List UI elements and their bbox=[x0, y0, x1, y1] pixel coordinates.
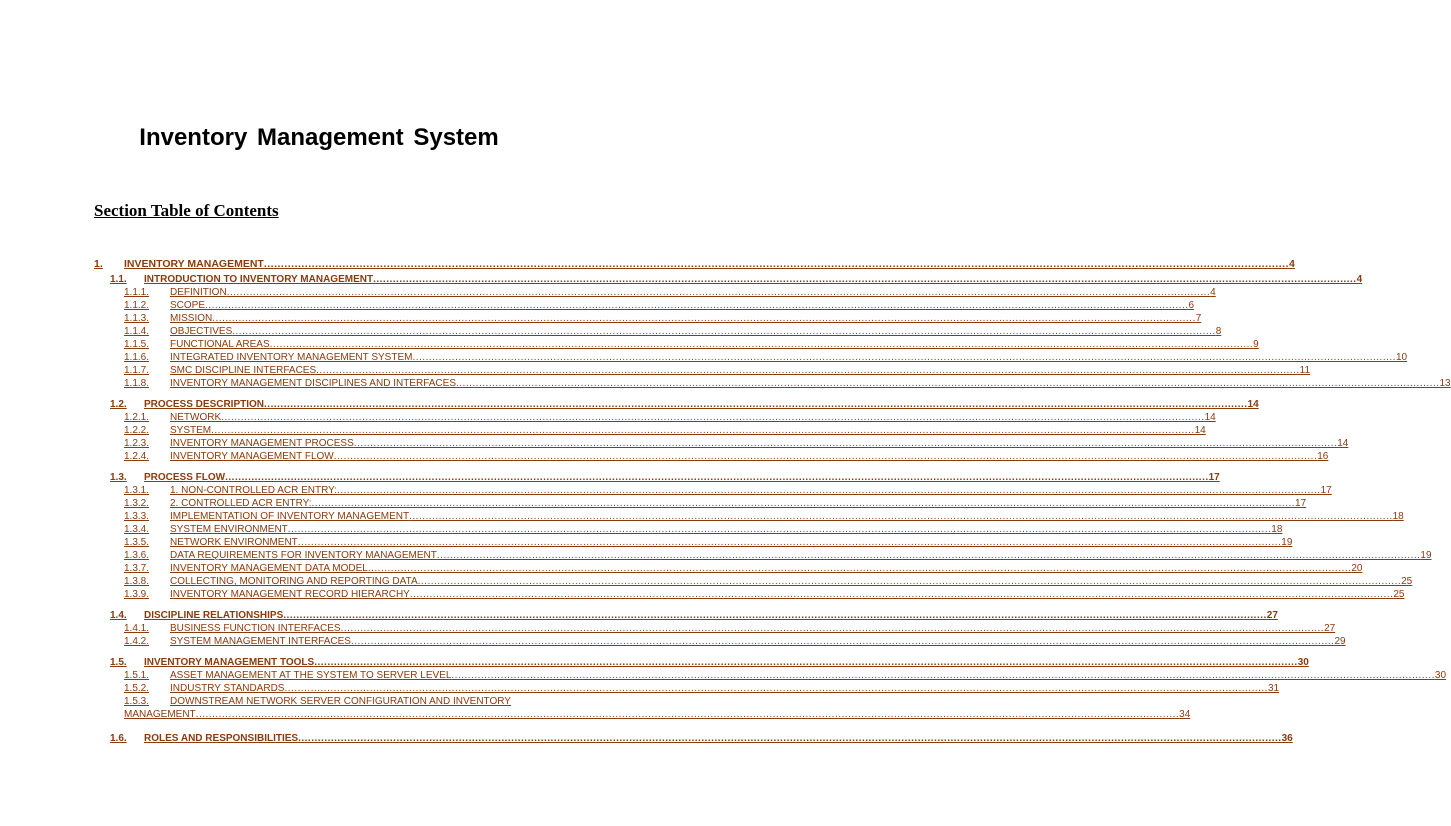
toc-entry-title[interactable]: 1. NON-CONTROLLED ACR ENTRY: bbox=[170, 485, 338, 496]
toc-entry-page[interactable]: 14 bbox=[1194, 425, 1206, 436]
toc-entry-number: 1.3.1. bbox=[124, 485, 150, 496]
toc-leader-dots: ............................................................................................................................................................................................................................................................................................................ bbox=[367, 563, 1352, 574]
toc-entry-page[interactable]: 14 bbox=[1337, 438, 1349, 449]
toc-entry[interactable] bbox=[110, 471, 1220, 484]
toc-entry-page[interactable]: 17 bbox=[1320, 485, 1332, 496]
toc-entry-number: 1.4.2. bbox=[124, 636, 150, 647]
toc-leader-dots: ............................................................................................................................................................................................................................................................................................................ bbox=[221, 412, 1205, 423]
toc-entry-page[interactable]: 4 bbox=[1210, 287, 1216, 298]
toc-entry[interactable] bbox=[124, 377, 1451, 390]
toc-entry[interactable] bbox=[124, 669, 1447, 682]
toc-entry-title[interactable]: ASSET MANAGEMENT AT THE SYSTEM TO SERVER LEVEL bbox=[170, 670, 452, 681]
toc-entry-number: 1.3.4. bbox=[124, 524, 150, 535]
toc-entry-number: 1.3. bbox=[110, 472, 127, 483]
toc-entry-title[interactable]: INVENTORY MANAGEMENT PROCESS bbox=[170, 438, 354, 449]
toc-entry-page[interactable]: 30 bbox=[1297, 657, 1309, 668]
toc-entry-number: 1.5.2. bbox=[124, 683, 150, 694]
toc-leader-dots: ............................................................................................................................................................................................................................................................................................................ bbox=[409, 589, 1394, 600]
toc-entry-number: 1.4.1. bbox=[124, 623, 150, 634]
toc-entry-number: 1.3.6. bbox=[124, 550, 150, 561]
toc-entry[interactable] bbox=[124, 510, 1404, 523]
toc-leader-dots: ............................................................................................................................................................................................................................................................................................................ bbox=[456, 378, 1440, 389]
toc-entry-title[interactable]: PROCESS FLOW bbox=[144, 472, 226, 483]
toc-entry-number: 1.3.7. bbox=[124, 563, 150, 574]
toc-entry-title[interactable]: DISCIPLINE RELATIONSHIPS bbox=[144, 610, 284, 621]
toc-leader-dots: ............................................................................................................................................................................................................................................................................................................ bbox=[205, 300, 1189, 311]
toc-entry-title[interactable]: INTEGRATED INVENTORY MANAGEMENT SYSTEM bbox=[170, 352, 413, 363]
toc-entry-number: 1.1.2. bbox=[124, 300, 150, 311]
toc-entry[interactable] bbox=[124, 484, 1332, 497]
toc-leader-dots: ............................................................................................................................................................................................................................................................................................................ bbox=[297, 537, 1282, 548]
toc-entry-number: 1.6. bbox=[110, 733, 127, 744]
toc-entry-title[interactable]: INDUSTRY STANDARDS bbox=[170, 683, 285, 694]
toc-entry-number: 1.1.3. bbox=[124, 313, 150, 324]
toc-entry-title[interactable]: INVENTORY MANAGEMENT DATA MODEL bbox=[170, 563, 368, 574]
toc-entry-title[interactable]: INVENTORY MANAGEMENT TOOLS bbox=[144, 657, 315, 668]
toc-entry-title[interactable]: SCOPE bbox=[170, 300, 206, 311]
toc-leader-dots: ............................................................................................................................................................................................................................................................................................................ bbox=[226, 287, 1211, 298]
toc-entry-page[interactable]: 20 bbox=[1351, 563, 1363, 574]
toc-entry-title[interactable]: INVENTORY MANAGEMENT RECORD HIERARCHY bbox=[170, 589, 410, 600]
toc-leader-dots: ............................................................................................................................................................................................................................................................................................................ bbox=[195, 709, 1180, 720]
toc-entry[interactable] bbox=[94, 258, 1295, 271]
toc-leader-dots: ............................................................................................................................................................................................................................................................................................................ bbox=[269, 339, 1254, 350]
toc-entry-title[interactable]: IMPLEMENTATION OF INVENTORY MANAGEMENT bbox=[170, 511, 410, 522]
toc-entry-page[interactable]: 9 bbox=[1253, 339, 1259, 350]
toc-leader-dots: ............................................................................................................................................................................................................................................................................................................ bbox=[436, 550, 1421, 561]
toc-entry-number: 1.2.2. bbox=[124, 425, 150, 436]
toc-leader-dots: ............................................................................................................................................................................................................................................................................................................ bbox=[337, 485, 1321, 496]
toc-entry-page[interactable]: 27 bbox=[1266, 610, 1278, 621]
toc-entry-title[interactable]: BUSINESS FUNCTION INTERFACES bbox=[170, 623, 341, 634]
toc-entry-number: 1.1.4. bbox=[124, 326, 150, 337]
toc-entry[interactable] bbox=[110, 732, 1293, 745]
toc-entry-number: 1.1.5. bbox=[124, 339, 150, 350]
toc-entry-title[interactable]: NETWORK bbox=[170, 412, 222, 423]
toc-entry-page[interactable]: 25 bbox=[1401, 576, 1413, 587]
toc-leader-dots: ............................................................................................................................................................................................................................................................................................................ bbox=[373, 274, 1357, 285]
toc-entry-number: 1.3.5. bbox=[124, 537, 150, 548]
toc-leader-dots: ............................................................................................................................................................................................................................................................................................................ bbox=[283, 610, 1267, 621]
toc-entry[interactable] bbox=[124, 364, 1311, 377]
toc-leader-dots: ............................................................................................................................................................................................................................................................................................................ bbox=[417, 576, 1402, 587]
toc-entry[interactable] bbox=[110, 656, 1309, 669]
toc-entry[interactable] bbox=[124, 523, 1283, 536]
toc-entry-page[interactable]: 31 bbox=[1267, 683, 1280, 694]
toc-entry-page[interactable]: 14 bbox=[1204, 412, 1216, 423]
toc-entry[interactable] bbox=[124, 622, 1336, 635]
toc-entry-number: 1.1. bbox=[110, 274, 127, 285]
toc-entry[interactable] bbox=[124, 635, 1346, 648]
toc-entry-page[interactable]: 17 bbox=[1208, 472, 1220, 483]
toc-entry-number: 1.3.8. bbox=[124, 576, 150, 587]
toc-entry-page[interactable]: 11 bbox=[1299, 365, 1311, 376]
toc-entry-number: 1.4. bbox=[110, 610, 127, 621]
toc-entry-page[interactable]: 7 bbox=[1195, 313, 1202, 324]
toc-entry-title[interactable]: MISSION bbox=[170, 313, 213, 324]
toc-entry-number: 1.1.7. bbox=[124, 365, 150, 376]
toc-leader-dots: ............................................................................................................................................................................................................................................................................................................ bbox=[212, 313, 1196, 324]
toc-entry[interactable] bbox=[110, 609, 1278, 622]
toc-entry[interactable] bbox=[124, 536, 1293, 549]
toc-entry[interactable] bbox=[124, 411, 1216, 424]
toc-entry[interactable] bbox=[124, 424, 1206, 437]
toc-leader-dots: ............................................................................................................................................................................................................................................................................................................ bbox=[284, 683, 1268, 694]
toc-entry-page[interactable]: 13 bbox=[1439, 378, 1451, 389]
toc-entry-page[interactable]: 6 bbox=[1188, 300, 1195, 311]
toc-entry[interactable] bbox=[124, 351, 1408, 364]
toc-entry-title[interactable]: INTRODUCTION TO INVENTORY MANAGEMENT bbox=[144, 274, 374, 285]
toc-entry-title[interactable]: ROLES AND RESPONSIBILITIES bbox=[144, 733, 299, 744]
toc-entry[interactable] bbox=[124, 338, 1259, 351]
toc-leader-dots: ............................................................................................................................................................................................................................................................................................................ bbox=[314, 657, 1298, 668]
toc-entry[interactable] bbox=[124, 549, 1432, 562]
toc-entry-number: 1.2.1. bbox=[124, 412, 150, 423]
toc-entry-title[interactable]: SYSTEM bbox=[170, 425, 212, 436]
toc-entry-page[interactable]: 29 bbox=[1334, 636, 1346, 647]
toc-entry-page[interactable]: 27 bbox=[1324, 623, 1336, 634]
toc-entry-number: 1.3.3. bbox=[124, 511, 150, 522]
toc-entry-page[interactable]: 18 bbox=[1271, 524, 1283, 535]
document-title: Inventory Management System bbox=[139, 124, 499, 151]
toc-entry[interactable] bbox=[124, 497, 1307, 510]
toc-heading: Section Table of Contents bbox=[94, 201, 279, 220]
toc-entry-number: 1.2.3. bbox=[124, 438, 150, 449]
toc-entry-number: 1.1.8. bbox=[124, 378, 150, 389]
toc-entry-number: 1.5.3. bbox=[124, 696, 150, 707]
toc-entry-title[interactable]: DEFINITION bbox=[170, 287, 227, 298]
toc-entry-continuation[interactable] bbox=[124, 708, 1191, 721]
toc-entry-page[interactable]: 4 bbox=[1356, 274, 1363, 285]
toc-entry-page[interactable]: 19 bbox=[1281, 537, 1293, 548]
toc-entry-title[interactable]: 2. CONTROLLED ACR ENTRY: bbox=[170, 498, 312, 509]
toc-entry[interactable] bbox=[124, 575, 1413, 588]
toc-leader-dots: ............................................................................................................................................................................................................................................................................................................ bbox=[409, 511, 1393, 522]
toc-entry-number: 1.3.9. bbox=[124, 589, 150, 600]
toc-entry[interactable] bbox=[124, 325, 1222, 338]
toc-leader-dots: ............................................................................................................................................................................................................................................................................................................ bbox=[263, 258, 1289, 270]
toc-entry-page[interactable]: 18 bbox=[1392, 511, 1404, 522]
toc-entry-title[interactable]: COLLECTING, MONITORING AND REPORTING DATA bbox=[170, 576, 418, 587]
toc-entry-page[interactable]: 17 bbox=[1295, 498, 1307, 509]
toc-entry[interactable] bbox=[124, 682, 1280, 695]
toc-entry-number: 1.3.2. bbox=[124, 498, 150, 509]
toc-leader-dots: ............................................................................................................................................................................................................................................................................................................ bbox=[350, 636, 1335, 647]
toc-entry[interactable] bbox=[124, 562, 1363, 575]
toc-entry-title[interactable]: SYSTEM ENVIRONMENT bbox=[170, 524, 288, 535]
toc-entry[interactable] bbox=[124, 450, 1329, 463]
toc-entry[interactable] bbox=[110, 398, 1259, 411]
toc-entry[interactable] bbox=[124, 588, 1405, 601]
toc-entry[interactable] bbox=[124, 437, 1349, 450]
toc-entry-title[interactable]: INVENTORY MANAGEMENT FLOW bbox=[170, 451, 334, 462]
toc-entry-page[interactable]: 14 bbox=[1247, 399, 1259, 410]
toc-entry-page[interactable]: 8 bbox=[1215, 326, 1222, 337]
toc-entry-page[interactable]: 36 bbox=[1281, 733, 1293, 744]
toc-entry-number: 1. bbox=[94, 258, 103, 270]
toc-entry-title[interactable]: DATA REQUIREMENTS FOR INVENTORY MANAGEMENT bbox=[170, 550, 437, 561]
toc-entry-page[interactable]: 34 bbox=[1179, 709, 1191, 720]
toc-entry-number: 1.5.1. bbox=[124, 670, 150, 681]
toc-leader-dots: ............................................................................................................................................................................................................................................................................................................ bbox=[287, 524, 1272, 535]
toc-leader-dots: ............................................................................................................................................................................................................................................................................................................ bbox=[225, 472, 1209, 483]
toc-leader-dots: ............................................................................................................................................................................................................................................................................................................ bbox=[353, 438, 1338, 449]
toc-entry-title[interactable]: FUNCTIONAL AREAS bbox=[170, 339, 270, 350]
toc-entry-title[interactable]: SYSTEM MANAGEMENT INTERFACES bbox=[170, 636, 351, 647]
toc-entry[interactable] bbox=[124, 299, 1195, 312]
toc-entry-page[interactable]: 4 bbox=[1289, 258, 1295, 270]
toc-entry-title[interactable]: SMC DISCIPLINE INTERFACES bbox=[170, 365, 317, 376]
toc-entry-title[interactable]: DOWNSTREAM NETWORK SERVER CONFIGURATION AND INVENTORY bbox=[170, 696, 511, 707]
toc-entry-number: 1.2. bbox=[110, 399, 127, 410]
toc-leader-dots: ............................................................................................................................................................................................................................................................................................................ bbox=[333, 451, 1318, 462]
toc-entry-title[interactable]: OBJECTIVES bbox=[170, 326, 233, 337]
toc-leader-dots: ............................................................................................................................................................................................................................................................................................................ bbox=[316, 365, 1300, 376]
toc-entry-page[interactable]: 16 bbox=[1317, 451, 1329, 462]
toc-leader-dots: ............................................................................................................................................................................................................................................................................................................ bbox=[264, 399, 1248, 410]
toc-entry-title[interactable]: INVENTORY MANAGEMENT bbox=[124, 258, 264, 270]
toc-entry-page[interactable]: 19 bbox=[1420, 550, 1432, 561]
toc-entry-page[interactable]: 30 bbox=[1434, 670, 1447, 681]
toc-entry[interactable] bbox=[124, 312, 1202, 325]
toc-entry-page[interactable]: 25 bbox=[1393, 589, 1405, 600]
toc-leader-dots: ............................................................................................................................................................................................................................................................................................................ bbox=[412, 352, 1396, 363]
toc-entry[interactable] bbox=[124, 695, 545, 708]
toc-leader-dots: ............................................................................................................................................................................................................................................................................................................ bbox=[340, 623, 1325, 634]
toc-entry-page[interactable]: 10 bbox=[1395, 352, 1408, 363]
toc-entry-number: 1.1.1. bbox=[124, 287, 150, 298]
toc-entry[interactable] bbox=[110, 273, 1363, 286]
toc-entry-number: 1.5. bbox=[110, 657, 127, 668]
toc-entry-title[interactable]: INVENTORY MANAGEMENT DISCIPLINES AND INTERFACES bbox=[170, 378, 456, 389]
toc-entry[interactable] bbox=[124, 286, 1216, 299]
toc-leader-dots: ............................................................................................................................................................................................................................................................................................................ bbox=[232, 326, 1216, 337]
toc-leader-dots: ............................................................................................................................................................................................................................................................................................................ bbox=[211, 425, 1195, 436]
toc-entry-title[interactable]: PROCESS DESCRIPTION bbox=[144, 399, 265, 410]
toc-leader-dots: ............................................................................................................................................................................................................................................................................................................ bbox=[311, 498, 1296, 509]
toc-entry-title[interactable]: NETWORK ENVIRONMENT bbox=[170, 537, 298, 548]
toc-entry-title-line2[interactable]: MANAGEMENT bbox=[124, 709, 196, 720]
toc-leader-dots: ............................................................................................................................................................................................................................................................................................................ bbox=[298, 733, 1282, 744]
toc-leader-dots: ............................................................................................................................................................................................................................................................................................................ bbox=[451, 670, 1435, 681]
toc-entry-number: 1.2.4. bbox=[124, 451, 150, 462]
toc-entry-number: 1.1.6. bbox=[124, 352, 150, 363]
